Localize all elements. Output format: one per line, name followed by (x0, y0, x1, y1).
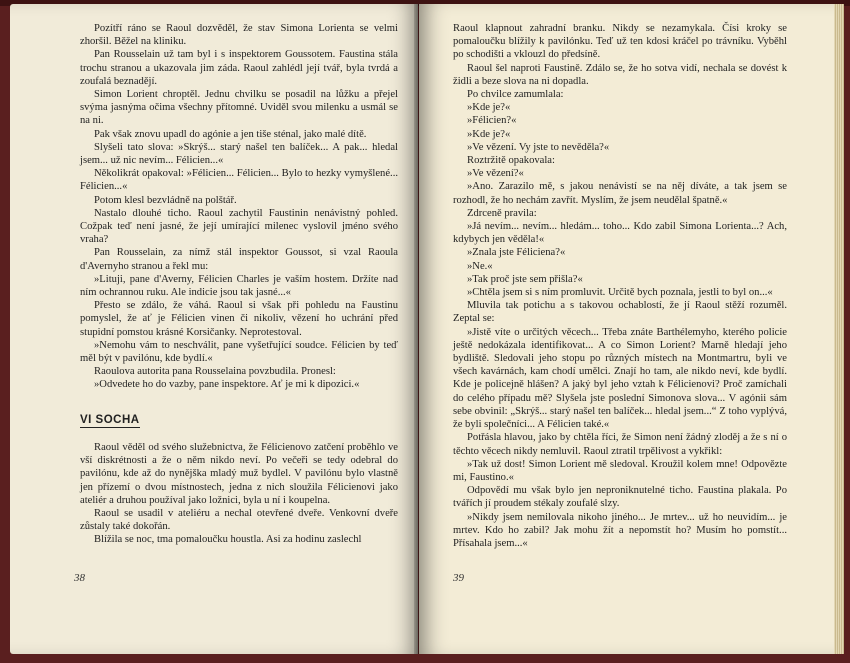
paragraph: Pozítří ráno se Raoul dozvěděl, že stav Simona Lorienta se velmi zhoršil. Běžel na kliniku. (80, 23, 398, 48)
chapter-heading (80, 414, 398, 427)
paragraph: »Lituji, pane d'Averny, Félicien Charles je vaším hostem. Držíte nad ním ochrannou ruku. Ale indicie jsou tak jasné...« (80, 273, 398, 299)
paragraph: Zdrceně pravila: (467, 207, 537, 219)
paragraph: »Nikdy jsem nemilovala nikoho jiného... Je mrtev... už ho neuvidím... je mrtev. Kdo ho zabil? Jak mohu žít a nepomstít ho? Musím ho pomstít... Přísahala jsem...« (453, 511, 787, 549)
paragraph: Nastalo dlouhé ticho. Raoul zachytil Faustinin nenávistný pohled. Cožpak teď není jasné, že její umírající milenec vyslovil jméno svého vraha? (80, 207, 398, 246)
paragraph: Přesto se zdálo, že váhá. Raoul si však při pohledu na Faustinu pomyslel, že ať je Félicien vinen či nikoliv, vězení ho uchrání před stupidní pomstou krásné Korsičanky. Neprotestoval. (80, 300, 398, 338)
left-page-text (80, 22, 398, 547)
paragraph: Pak však znovu upadl do agónie a jen tiše sténal, jako malé dítě. (94, 128, 367, 140)
paragraph: »Chtěla jsem si s ním promluvit. Určitě bych poznala, jestli to byl on...« (467, 287, 773, 299)
paragraph: »Tak proč jste sem přišla?« (467, 273, 583, 285)
paragraph: Roztržitě opakovala: (467, 155, 555, 167)
page-number-right: 39 (453, 572, 464, 584)
paragraph: Potom klesl bezvládně na polštář. (94, 194, 237, 206)
paragraph: »Znala jste Féliciena?« (467, 247, 566, 259)
paragraph: Blížila se noc, tma pomaloučku houstla. Asi za hodinu zaslechl (94, 534, 362, 546)
paragraph: »Kde je?« (467, 102, 511, 114)
paragraph: »Nemohu vám to neschválit, pane vyšetřující soudce. Félicien by teď měl být v pavilónu, kde bydlí.« (80, 339, 398, 365)
paragraph: »Ne.« (467, 260, 493, 272)
paragraph: Raoul se usadil v ateliéru a nechal otevřené dveře. Venkovní dveře zůstaly také dokořán. (80, 507, 398, 533)
paragraph: »Jistě víte o určitých věcech... Třeba znáte Barthélemyho, kterého policie ještě nedokázala identifikovat... A co Simon Lorient? Marně hledají jeho bydliště. Sledovali jeho stopu po různých místech na Montmartru, byli ve všech kavárnách, kam chodí umělci. Znají ho tam, ale nikdo neví, kde bydlí. Kde je policejně hlášen? A jaký byl jeho vztah k Félicienovi? Proč zamíchali do celého případu mě? Slyšela jste poslední Simonova slova... V agónii sám sebe obvinil: „Skrýš... starý našel ten balíček... hledal jsem...“ Z toho vyplývá, že byli společníci... A Félicien také.« (453, 326, 787, 431)
paragraph: Po chvilce zamumlala: (467, 89, 564, 101)
paragraph: »Tak už dost! Simon Lorient mě sledoval. Kroužil kolem mne! Odpovězte mi, Faustino.« (453, 458, 787, 483)
paragraph: Pan Rousselain, za nímž stál inspektor Goussot, si vzal Raoula d'Avernyho stranou a řekl mu: (80, 247, 398, 272)
page-number-left: 38 (74, 572, 85, 584)
right-page (419, 4, 839, 654)
page-block-edge (834, 4, 844, 654)
right-page-text (453, 22, 787, 550)
paragraph: Potřásla hlavou, jako by chtěla říci, že Simon není žádný zloděj a že s ní o těchto věcech nikdy nemluvil. Raoul ztratil trpělivost a vykřikl: (453, 432, 787, 457)
paragraph: Mluvila tak potichu a s takovou ochablostí, že jí Raoul stěží rozuměl. Zeptal se: (453, 300, 787, 325)
paragraph: Slyšeli tato slova: »Skrýš... starý našel ten balíček... A pak... hledal jsem... už nic nevím... Félicien...« (80, 141, 398, 167)
paragraph: »Já nevím... nevím... hledám... toho... Kdo zabil Simona Lorienta...? Ach, kdybych jen věděla!« (453, 221, 787, 246)
left-page (10, 4, 418, 654)
paragraph: »Odvedete ho do vazby, pane inspektore. Ať je mi k dipozici.« (94, 379, 360, 391)
paragraph: Raoul věděl od svého služebnictva, že Félicienovo zatčení proběhlo ve vší diskrétnosti a že o něm nikdo neví. Po večeři se tedy odebral do pavilónu, kde až do nynějška mladý muž bydlel. V pavilónu bylo vlastně jen přízemí o dvou místnostech, jedna z nich sloužila Félicienovi jako ateliér a druhou používal jako ložnici, byla u ní i koupelna. (80, 441, 398, 506)
paragraph: »Ve vězení. Vy jste to nevěděla?« (467, 141, 610, 153)
paragraph: Raoul šel naproti Faustině. Zdálo se, že ho sotva vidí, nechala se dovést k židli a beze slova na ni dopadla. (453, 62, 787, 87)
paragraph: »Ano. Zarazilo mě, s jakou nenávistí se na něj díváte, a tak jsem se rozhodl, že ho nechám zavřít. Myslím, že jsem neudělal špatně.« (453, 181, 787, 206)
paragraph: Pan Rousselain už tam byl i s inspektorem Goussotem. Faustina stála trochu stranou a ukazovala jim záda. Raoul zahlédl její tvář, byla tvrdá a zoufalá beznadějí. (80, 49, 398, 87)
paragraph: Odpovědí mu však bylo jen neproniknutelné ticho. Faustina plakala. Po tvářích jí proudem stékaly zoufalé slzy. (453, 485, 787, 510)
paragraph: »Kde je?« (467, 128, 511, 140)
paragraph: »Félicien?« (467, 115, 517, 127)
paragraph: Raoul klapnout zahradní branku. Nikdy se nezamykala. Čísi kroky se pomaloučku blížily k pavilónku. Teď už ten kdosi kráčel po trávníku. Vyběhl po schodišti a vklouzl do předsíně. (453, 23, 787, 61)
paragraph: Několikrát opakoval: »Félicien... Félicien... Bylo to hezky vymyšlené... Félicien...« (80, 168, 398, 193)
paragraph: »Ve vězení?« (467, 168, 524, 180)
paragraph: Simon Lorient chroptěl. Jednu chvilku se posadil na lůžku a přejel svýma jasnýma očima všechny přítomné. Uviděl svou milenku a usmál se na ni. (80, 89, 398, 127)
chapter-heading-text: VI SOCHA (80, 413, 140, 426)
paragraph: Raoulova autorita pana Rousselaina povzbudila. Pronesl: (94, 366, 336, 378)
